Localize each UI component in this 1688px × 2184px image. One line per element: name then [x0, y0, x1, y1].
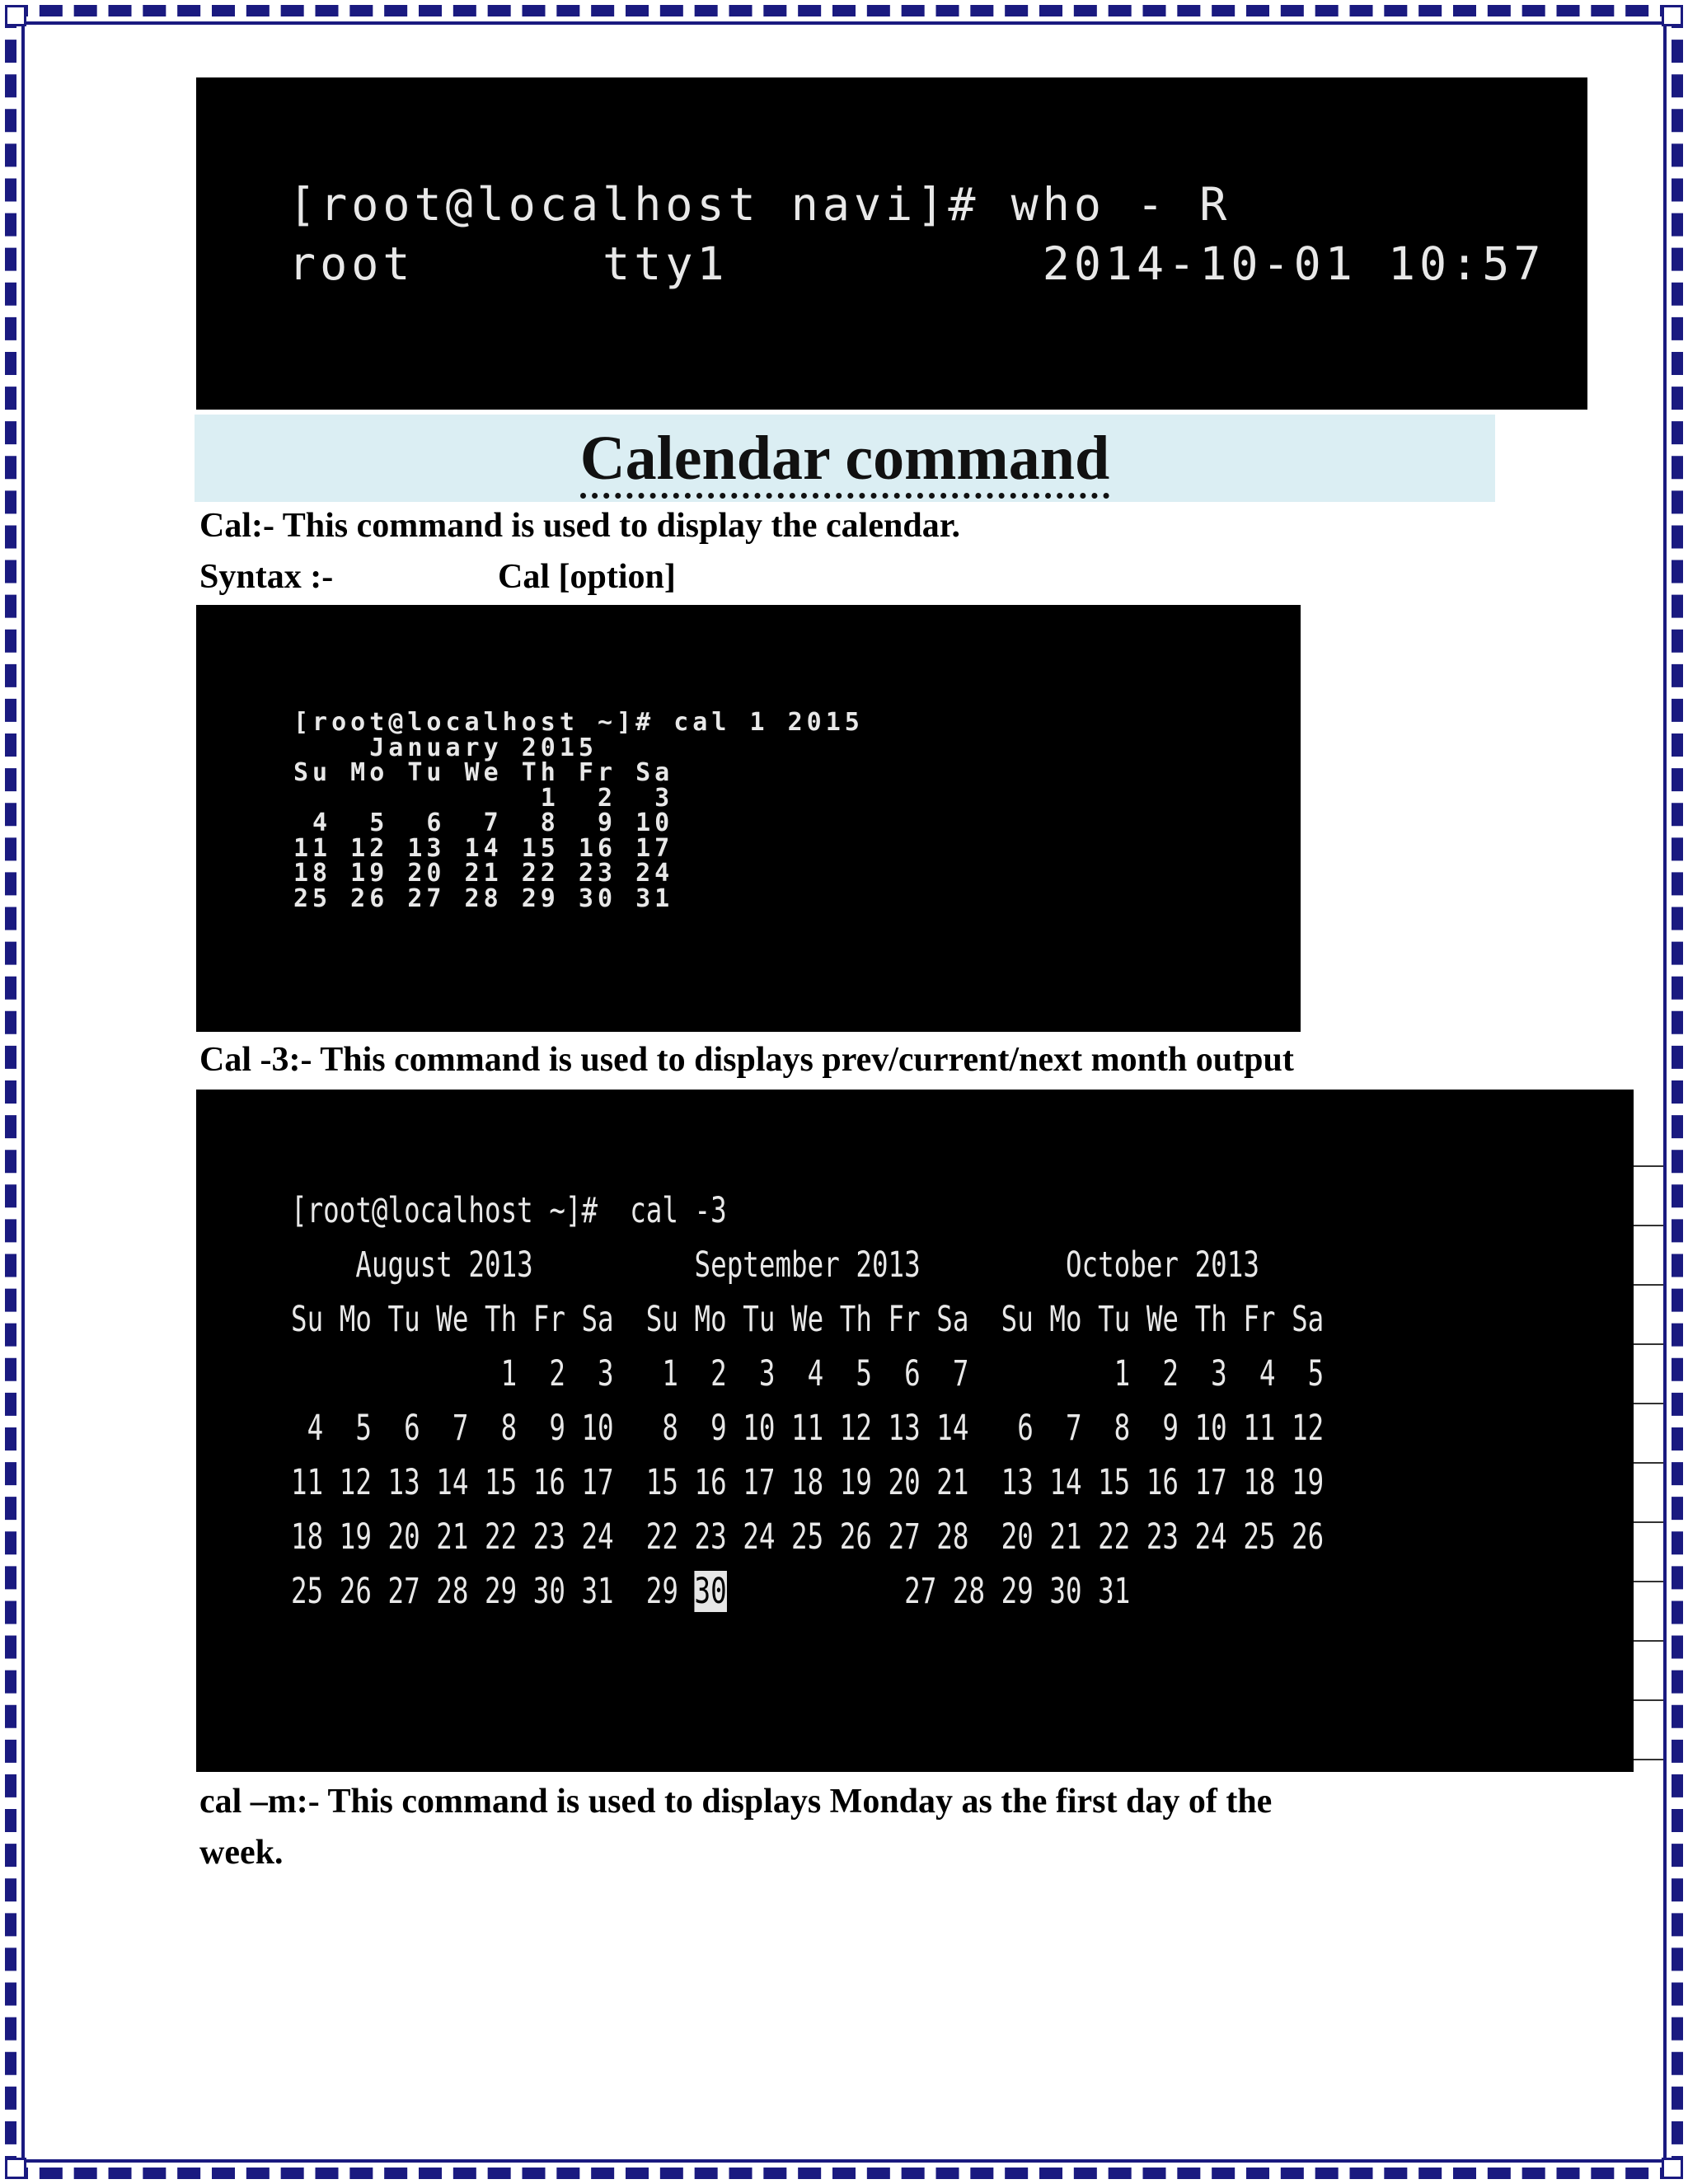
terminal-line: 1 2 3: [293, 783, 674, 813]
terminal-screenshot-cal-month: [196, 605, 1301, 1032]
terminal-line: 4 5 6 7 8 9 10: [293, 808, 674, 837]
terminal-line: January 2015: [293, 733, 598, 762]
terminal-line: 18 19 20 21 22 23 24: [293, 859, 674, 888]
terminal-screenshot-cal-3: [196, 1090, 1634, 1772]
terminal-line: August 2013 September 2013 October 2013: [291, 1244, 1259, 1286]
terminal-line: [root@localhost ~]# cal 1 2015: [293, 708, 864, 737]
cal3-description: Cal -3:- This command is used to displays prev/current/next month output: [199, 1041, 1294, 1079]
calm-description-line1: cal –m:- This command is used to displays Monday as the first day of the: [199, 1783, 1273, 1821]
margin-rule-lines: [1634, 1108, 1663, 1772]
terminal-line: root tty1 2014-10-01 10:57: [288, 237, 1545, 290]
terminal-prompt: [root@localhost ~]# cal -3: [291, 1190, 727, 1231]
terminal-line: 25 26 27 28 29 30 31 29: [291, 1571, 695, 1612]
cal-description: Cal:- This command is used to display the calendar.: [199, 507, 960, 545]
terminal-line: 27 28 29 30 31: [726, 1571, 1131, 1612]
syntax-value: Cal [option]: [498, 558, 676, 596]
syntax-line: [199, 552, 676, 602]
current-day-highlight: 30: [694, 1571, 727, 1612]
terminal-line: 11 12 13 14 15 16 17 15 16 17 18 19 20 21 13 14 15 16 17 18 19: [291, 1462, 1325, 1503]
terminal-line: 1 2 3 1 2 3 4 5 6 7 1 2 3 4 5: [291, 1353, 1325, 1394]
terminal-line: 4 5 6 7 8 9 10 8 9 10 11 12 13 14 6 7 8 9 10 11 12: [291, 1408, 1325, 1449]
calm-description-line2: week.: [199, 1834, 284, 1872]
terminal-line: 18 19 20 21 22 23 24 22 23 24 25 26 27 28 20 21 22 23 24 25 26: [291, 1516, 1325, 1558]
section-title: Calendar command: [195, 423, 1495, 494]
page-corner: [5, 5, 26, 26]
terminal-screenshot-who: [196, 77, 1587, 410]
terminal-line: 25 26 27 28 29 30 31: [293, 883, 674, 913]
terminal-output: [291, 1183, 1324, 1619]
terminal-line: Su Mo Tu We Th Fr Sa Su Mo Tu We Th Fr Sa Su Mo Tu We Th Fr Sa: [291, 1299, 1325, 1340]
syntax-label: Syntax :-: [199, 558, 334, 596]
page-corner: [1662, 2158, 1683, 2179]
terminal-line: [root@localhost navi]# who - R: [288, 178, 1231, 231]
terminal-output: [293, 710, 864, 912]
terminal-output: [288, 175, 1545, 293]
page-corner: [1662, 5, 1683, 26]
terminal-line: Su Mo Tu We Th Fr Sa: [293, 758, 674, 787]
terminal-line: 11 12 13 14 15 16 17: [293, 833, 674, 863]
page-corner: [5, 2158, 26, 2179]
section-heading-band: [195, 415, 1495, 502]
